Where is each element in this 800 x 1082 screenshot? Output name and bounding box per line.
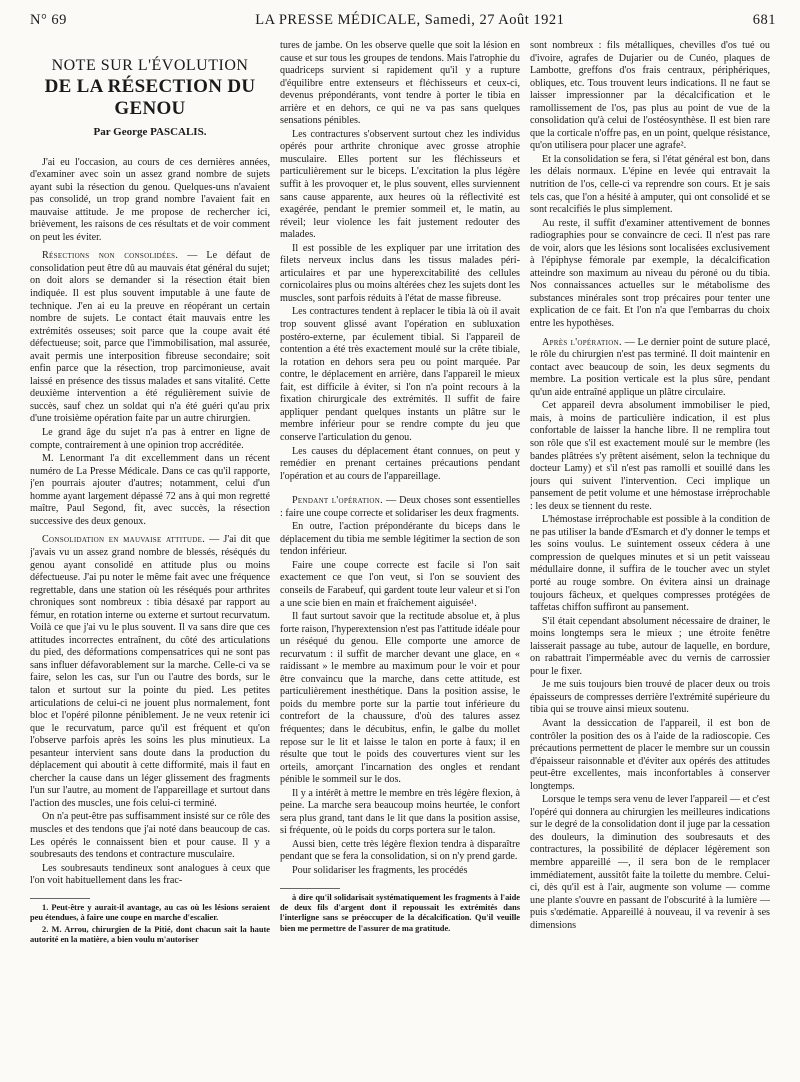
section-heading: Après l'opération. (542, 336, 622, 348)
column-2 (280, 40, 520, 1070)
footnote-2: 2. M. Arrou, chirurgien de la Pitié, dont chacun sait la haute autorité en la matière, a bien voulu m'autoriser (30, 924, 270, 944)
paragraph: sont nombreux : fils métalliques, chevilles d'os tué ou d'ivoire, agrafes de Dujarier ou de Cunéo, plaques de Lambotte, greffons d'os frais centraux, périphériques, obliques, etc. Tous trouvent leurs indications. Il ne faut se laisser impressionner par la décalcification et le ramollissement de l'os, pas plus au point de vue de la consolidation qu'à celui de l'ostéosynthèse. Il est bien rare que la corticale n'offre pas, en un point, quelque résistance, qu'on utilisera pour placer une agrafe². (530, 40, 770, 152)
section-paragraph (530, 337, 770, 400)
paragraph: Les soubresauts tendineux sont analogues à ceux que l'on voit habituellement dans les frac- (30, 862, 270, 887)
paragraph: Lorsque le temps sera venu de lever l'appareil — et c'est l'opéré qui donnera au chirurgien les meilleures indications sur le degré de la consolidation dont il juge par la cessation des douleurs, la diminution des soubresauts et des contractures, la possibilité de déplacer légèrement son membre appareillé —, il sera bon de le remplacer immédiatement, aussitôt faite la toilette du membre. Celui-ci, dès qu'il est à l'air, augmente son volume — comme une plante s'ouvre en passant de l'obscurité à la lumière — puis s'œdématie. Appareillé à nouveau, il va revenir à ses dimensions (530, 794, 770, 931)
paragraph: Aussi bien, cette très légère flexion tendra à disparaître pendant que se fera la consolidation, si on n'y prend garde. (280, 838, 520, 863)
section-heading: Consolidation en mauvaise attitude. (42, 534, 206, 546)
paragraph: M. Lenormant l'a dit excellemment dans un récent numéro de La Presse Médicale. Dans ce cas qu'il rapporte, j'en pourrais ajouter d'autres; notamment, celui d'un homme ayant largement dépassé 72 ans à qui mon regretté maître, Paul Segond, fit, avec succès, la résection successive des deux genoux. (30, 453, 270, 527)
paragraph: Les contractures s'observent surtout chez les individus opérés pour arthrite chronique avec grosse atrophie musculaire. Elles portent sur les fléchisseurs et particulièrement sur le biceps. L'excitation la plus légère suffit à les provoquer et, le plus souvent, elles surviennent sans cause apparente, aux heures où la réflectivité est exagérée, pendant le premier sommeil et, le matin, au réveil; leur violence les fait justement redouter des malades. (280, 128, 520, 241)
paragraph: Avant la dessiccation de l'appareil, il est bon de contrôler la position des os à l'aide de la radioscopie. Ces précautions permettent de placer le membre sur un coussin d'épaisseur raisonnable et d'éviter aux opérés des attitudes peut-être excellentes, mais inconfortables à conserver longtemps. (530, 717, 770, 792)
paragraph: Je me suis toujours bien trouvé de placer deux ou trois épaisseurs de compresses derrière l'extrémité supérieure du tibia qui se trouve ainsi mieux soutenu. (530, 679, 770, 716)
footnote-continuation: à dire qu'il solidarisait systématiquement les fragments à l'aide de deux fils d'argent dont il repoussait les extrémités dans l'interligne sans se préoccuper de la décalcification. Qu'il veuille bien me permettre de l'assurer de ma gratitude. (280, 892, 520, 933)
column-3 (530, 40, 770, 1070)
section-text: — Le dernier point de suture placé, le rôle du chirurgien n'est pas terminé. Il doit maintenir en contact avec beaucoup de soin, les deux segments du membre. La position verticale est la plus sûre, pendant qu'un aide entraîné applique un plâtre circulaire. (530, 336, 770, 398)
paragraph: Pour solidariser les fragments, les procédés (292, 865, 468, 876)
issue-number: N° 69 (30, 12, 67, 28)
paragraph: On n'a peut-être pas suffisamment insisté sur ce rôle des muscles et des tendons que j'ai noté dans beaucoup de cas. Les opérés le connaissent bien et pour cause. Il y a soubresauts des tendons et contracture musculaire. (30, 811, 270, 861)
paragraph: Faire une coupe correcte est facile si l'on sait exactement ce que l'on veut, si l'on se souvient des conseils de Farabeuf, qui gardent toute leur valeur et si l'on a une scie bien en main et fraîchement aiguisée¹. (280, 559, 520, 609)
paragraph: L'hémostase irréprochable est possible à la condition de ne pas utiliser la bande d'Esmarch et d'y donner le temps et les soins voulus. Le suintement osseux cédera à une compression de quelques minutes et si un petit vaisseau médullaire donne, il suffira de le toucher avec un stylet porté au rouge sombre. On évitera ainsi un drainage toujours fâcheux, et quelques compresses protégées de taffetas chiffon suffiront au pansement. (530, 514, 770, 614)
section-heading: Pendant l'opération. (292, 495, 383, 507)
section-text: — Deux choses sont essentielles : faire une coupe correcte et solidariser les deux fragments. (280, 495, 520, 519)
paragraph: J'ai eu l'occasion, au cours de ces dernières années, d'examiner avec soin un assez grand nombre de sujets ayant subi la résection du genou. Quelques-uns n'avaient pas consolidé, un trop grand nombre l'avaient fait en mauvaise attitude. Je me propose de rechercher ici, brièvement, les raisons de ces résultats et de voir comment on peut les éviter. (30, 156, 270, 243)
page-header (30, 0, 776, 40)
paragraph: Et la consolidation se fera, si l'état général est bon, dans les délais normaux. L'épine en levée qui entravait la nutrition de l'os, celle-ci va reprendre son cours. Et je sais tels cas, que l'on a hésité à amputer, qui ont consolidé et se sont recalcifiés le plus simplement. (530, 153, 770, 216)
section-text: — J'ai dit que j'avais vu un assez grand nombre de blessés, réséqués du genou ayant consolidé en attitude plus ou moins défectueuse. J'ai pu noter le même fait avec une fréquence regrettable, dans une station où les réséqués pour arthrites chroniques sont nombreux : tibia désaxé par rapport au fémur, en rotation interne ou externe et surtout recurvatum. Voilà ce que j'ai vu le plus souvent. Il va sans dire que ces attitudes incorrectes entraînent, du côté des articulations du pied, des déformations compensatrices qui ne sont pas sans influer défavorablement sur la marche. Celle-ci va se faire, selon les cas, sur l'un ou l'autre des bords, sur le talon et surtout sur la pointe du pied. Les petites articulations de celui-ci ne jouent plus normalement, font bloc et l'opéré pilonne péniblement. Je ne veux retenir ici que le recurvatum, parce qu'il est fréquent et qu'on l'observe parfois après les soins les plus minutieux. La pesanteur intervient sans doute dans la production du déplacement qui aboutit à cette difformité, mais il faut en chercher la cause dans un léger glissement des fragments l'un sur l'autre, au moment de l'appareillage et surtout dans l'action des muscles, une fois celui-ci terminé. (30, 534, 270, 809)
section-paragraph (30, 250, 270, 426)
article-title-line2: DE LA RÉSECTION DU GENOU (44, 76, 256, 119)
paragraph: S'il était cependant absolument nécessaire de drainer, le moins longtemps sera le mieux ; une étroite fenêtre laisserait passage au tube, autour de laquelle, en bordure, on rabattrait l'imperméable avec du vernis de carrossier pour le fixer. (530, 615, 770, 677)
section-heading: Résections non consolidées. (42, 250, 179, 262)
paragraph: Cet appareil devra absolument immobiliser le pied, mais, à moins de particulière indication, il est plus confortable de laisser la hanche libre. Il ne remplira tout son rôle que s'il est exactement moulé sur le membre (les bandes plâtrées s'y prêtent aisément, selon la technique du docteur Lamy) et s'il n'est pas ramolli et souillé dans les jours qui suivent l'intervention. Ceci implique un pansement de petit volume et une hémostase irréprochable : les deux se tiennent du reste. (530, 400, 770, 512)
paragraph: Il est possible de les expliquer par une irritation des filets nerveux inclus dans les tissus malades péri-articulaires et par une hyperexcitabilité des cellules cornicolaires plus ou moins altérées chez les sujets dont les muscles, sont parfois réduits à l'état de masse fibreuse. (280, 242, 520, 304)
paragraph: Il faut surtout savoir que la rectitude absolue et, à plus forte raison, l'hyperextension n'est pas l'attitude idéale pour un réséqué du genou. Elle comporte une amorce de recurvatum : il suffit de marcher devant une glace, en « raidissant » le membre au maximum pour le voir et pour être convaincu que la marche, dans cette attitude, est particulièrement inesthétique. Dans la position assise, le poids du membre porte sur la partie tout inférieure du contrefort de la chaussure, d'où des talures assez fréquentes; dans le décubitus, enfin, le galbe du mollet repose sur le lit et laisse le talon en porte à faux; il en résulte que tout le poids des couvertures vient sur les orteils, amorçant l'incarnation des ongles et rendant pénible le sommeil sur le dos. (280, 611, 520, 786)
footnote-1: 1. Peut-être y aurait-il avantage, au cas où les lésions seraient peu étendues, à faire une coupe en marche d'escalier. (30, 902, 270, 923)
footnote-separator (30, 898, 90, 899)
paragraph: En outre, l'action prépondérante du biceps dans le déplacement du tibia me semble légitimer la section de son tendon inférieur. (280, 521, 520, 558)
paragraph: Les causes du déplacement étant connues, on peut y remédier en prenant certaines précautions pendant l'opération et au cours de l'appareillage. (280, 445, 520, 482)
journal-title: LA PRESSE MÉDICALE, Samedi, 27 Août 1921 (255, 12, 565, 28)
footnote-separator (280, 888, 340, 889)
paragraph: Au reste, il suffit d'examiner attentivement de bonnes radiographies pour se convaincre de ceci. Il n'est pas rare de voir, alors que les lésions sont localisées exclusivement à l'épiphyse fémorale par exemple, la décalcification atteindre son maximum au niveau du péroné ou du tibia. Nos connaissances actuelles sur le métabolisme des substances minérales sont trop précaires pour tenter une explication de ce fait. Et l'on n'a que l'embarras du choix entre les hypothèses. (530, 217, 770, 330)
paragraph: Les contractures tendent à replacer le tibia là où il avait trop souvent glissé avant l'opération en subluxation postéro-externe, par éculement tibial. Si l'appareil de contention a été très exactement moulé sur la crête tibiale, la rotation en dehors sera peu ou point marquée. Par contre, le déplacement en arrière, dans l'appareil le mieux fait, est difficile à éviter, si l'on n'a point recours à la fixation chirurgicale des extrémités. Il suffit de faire appliquer pendant quelques instants un plâtre sur le membre inférieur pour se rendre compte du jeu que conserve l'articulation du genou. (280, 306, 520, 443)
section-paragraph (30, 534, 270, 810)
article-author: Par George PASCALIS. (93, 126, 207, 138)
paragraph: tures de jambe. On les observe quelle que soit la lésion en cause et sur tous les groupes de tendons. Mais l'atrophie du quadriceps survient si rapidement qu'il y a rupture d'équilibre entre extenseurs et fléchisseurs et ceux-ci, devenus prépondérants, vont tendre à porter le tibia en arrière et en dehors, ce qui ne va pas sans quelques sensations pénibles. (280, 40, 520, 127)
article-columns (30, 40, 776, 1070)
section-paragraph (280, 495, 520, 520)
paragraph: Il y a intérêt à mettre le membre en très légère flexion, à peine. La marche sera beaucoup moins heurtée, le confort sera plus grand, tant dans le lit que dans la position assise, si fréquente, où le poids du corps portera sur le talon. (280, 787, 520, 837)
column-1 (30, 40, 270, 1070)
paragraph: Le grand âge du sujet n'a pas à entrer en ligne de compte, contrairement à une opinion trop accréditée. (30, 427, 270, 451)
section-text: — Le défaut de consolidation peut être dû au mauvais état général du sujet; on doit alors se demander si la résection était bien indiquée. Il est plus souvent imputable à une faute de technique. J'en ai eu la preuve en réopérant un certain nombre de sujets. Le contact était mauvais entre les extrémités osseuses; soit parce que la coupe avait été défectueuse; soit, parce que l'immobilisation, mal assurée, avait permis une interposition fibreuse secondaire; soit enfin parce que la résection, trop parcimonieuse, avait laissé en présence des tissus malades et sans vitalité. Cette deuxième intervention a été régulièrement suivie de succès, sauf chez un soldat qui n'a été guéri qu'au prix d'une troisième opération faite par un autre chirurgien. (30, 250, 270, 425)
page-number: 681 (752, 12, 776, 28)
article-title-line1: NOTE SUR L'ÉVOLUTION (51, 57, 249, 74)
